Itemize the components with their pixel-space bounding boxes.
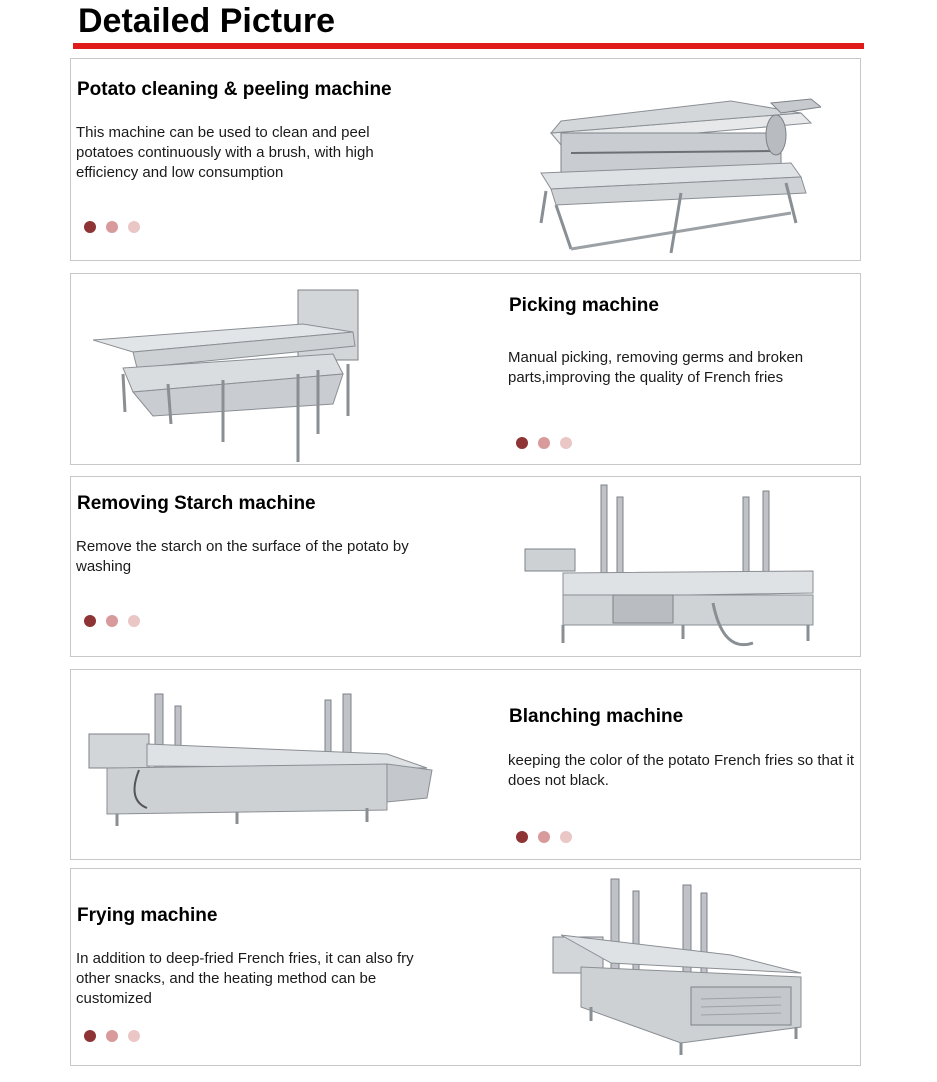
carousel-dots[interactable] [84, 221, 140, 233]
carousel-dot[interactable] [516, 437, 528, 449]
card-title: Frying machine [77, 905, 218, 926]
frying-machine-image [551, 877, 811, 1059]
carousel-dot[interactable] [84, 615, 96, 627]
carousel-dot[interactable] [84, 221, 96, 233]
product-card-picking [70, 273, 861, 465]
carousel-dot[interactable] [128, 1030, 140, 1042]
card-title: Blanching machine [509, 706, 684, 727]
title-underline [73, 43, 864, 49]
card-title: Picking machine [509, 295, 659, 316]
potato-peeling-machine-image [531, 73, 821, 259]
carousel-dot[interactable] [106, 615, 118, 627]
carousel-dot[interactable] [516, 831, 528, 843]
card-title: Removing Starch machine [77, 493, 316, 514]
starch-washing-machine-image [523, 483, 819, 653]
card-title: Potato cleaning & peeling machine [77, 79, 392, 100]
product-card-blanching [70, 669, 861, 860]
card-description: This machine can be used to clean and peel potatoes continuously with a brush, with high efficiency and low consumption [76, 124, 374, 181]
carousel-dot[interactable] [128, 615, 140, 627]
carousel-dots[interactable] [516, 831, 572, 843]
carousel-dots[interactable] [84, 1030, 140, 1042]
carousel-dot[interactable] [128, 221, 140, 233]
page-title: Detailed Picture [78, 2, 335, 40]
product-card-starch [70, 476, 861, 657]
card-description: Remove the starch on the surface of the potato by washing [76, 538, 409, 575]
carousel-dot[interactable] [538, 831, 550, 843]
carousel-dots[interactable] [84, 615, 140, 627]
product-card-frying [70, 868, 861, 1066]
carousel-dot[interactable] [106, 221, 118, 233]
carousel-dot[interactable] [560, 831, 572, 843]
carousel-dot[interactable] [538, 437, 550, 449]
card-description: Manual picking, removing germs and broken parts,improving the quality of French fries [508, 349, 804, 386]
card-description: In addition to deep-fried French fries, it can also fry other snacks, and the heating method can be customized [76, 950, 414, 1007]
carousel-dot[interactable] [84, 1030, 96, 1042]
card-description: keeping the color of the potato French fries so that it does not black. [508, 752, 855, 789]
blanching-machine-image [87, 690, 435, 830]
carousel-dot[interactable] [560, 437, 572, 449]
product-card-peeling [70, 58, 861, 261]
carousel-dots[interactable] [516, 437, 572, 449]
carousel-dot[interactable] [106, 1030, 118, 1042]
picking-conveyor-machine-image [93, 284, 373, 462]
